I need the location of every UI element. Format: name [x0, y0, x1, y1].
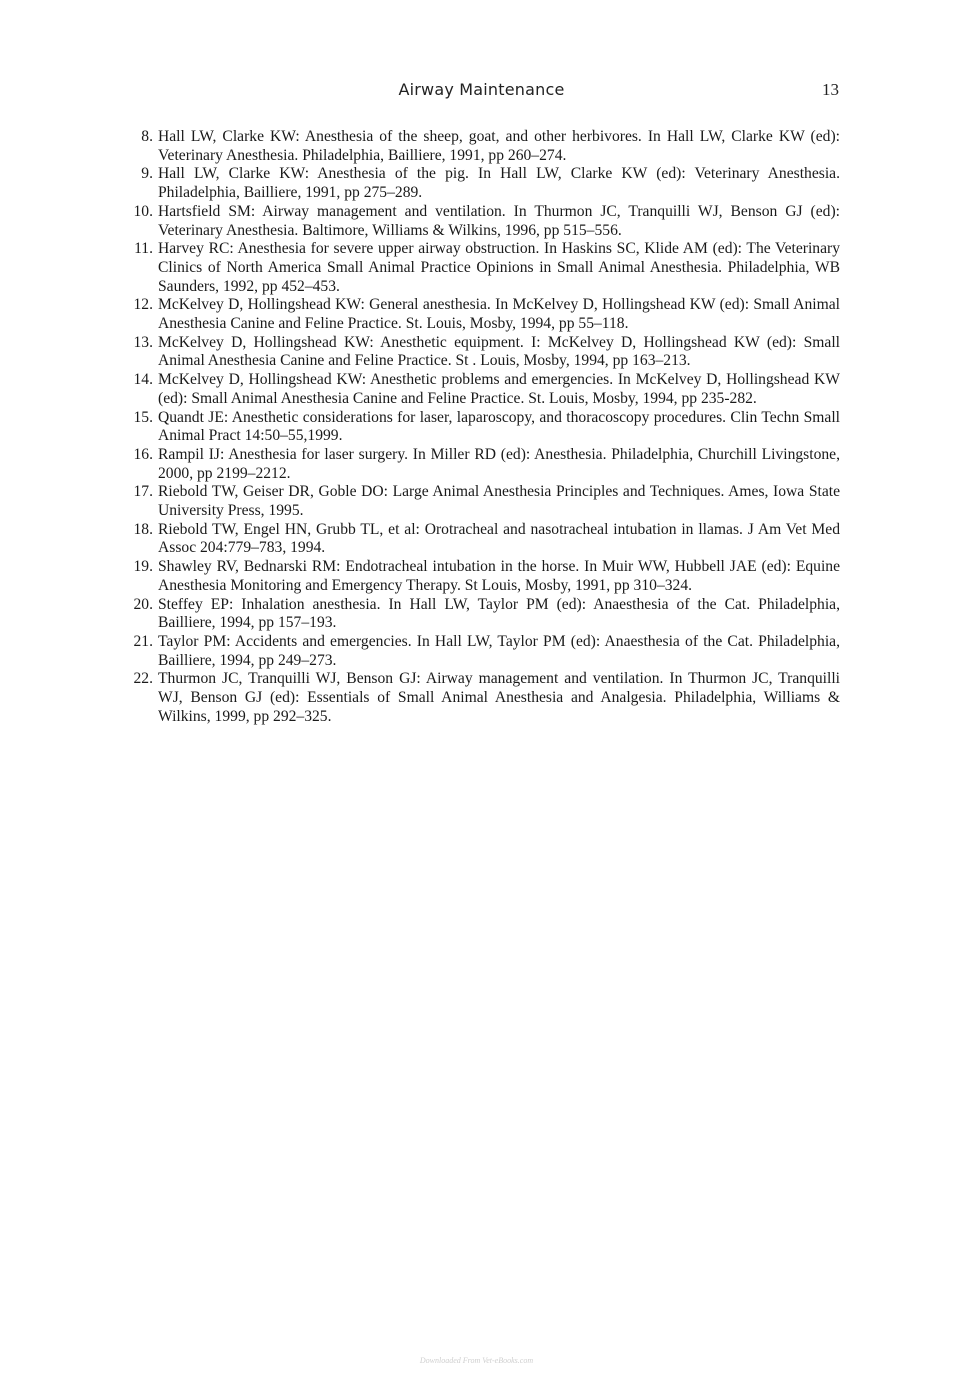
- reference-text: Hall LW, Clarke KW: Anesthesia of the sheep, goat, and other herbivores. In Hall LW, Clarke KW (ed): Veterinary Anesthesia. Philadelphia, Bailliere, 1991, pp 260–274.: [158, 128, 840, 164]
- reference-item: [126, 203, 840, 240]
- reference-text: Taylor PM: Accidents and emergencies. In Hall LW, Taylor PM (ed): Anaesthesia of the Cat. Philadelphia, Bailliere, 1994, pp 249–273.: [158, 632, 840, 669]
- reference-item: [126, 558, 840, 595]
- reference-item: [126, 670, 840, 726]
- reference-text: McKelvey D, Hollingshead KW: General anesthesia. In McKelvey D, Hollingshead KW (ed): Small Animal Anesthesia Canine and Feline Practice. St. Louis, Mosby, 1994, pp 55–118.: [158, 296, 840, 333]
- reference-number: 9.: [141, 165, 153, 183]
- reference-number: 10.: [133, 202, 153, 220]
- reference-number: 14.: [133, 371, 153, 389]
- reference-item: [126, 483, 840, 520]
- page-header: [0, 80, 953, 104]
- reference-text: Harvey RC: Anesthesia for severe upper airway obstruction. In Haskins SC, Klide AM (ed): The Veterinary Clinics of North America Small Animal Practice Opinions in Small Animal Anesthesia. Philadelphia, WB Saunders, 1992, pp 452–453.: [158, 240, 840, 295]
- reference-number: 18.: [133, 520, 153, 538]
- reference-number: 8.: [141, 128, 153, 145]
- reference-number: 19.: [133, 558, 153, 576]
- reference-number: 17.: [133, 483, 153, 501]
- reference-item: [126, 521, 840, 558]
- reference-number: 16.: [133, 445, 153, 463]
- reference-text: Steffey EP: Inhalation anesthesia. In Hall LW, Taylor PM (ed): Anaesthesia of the Cat. Philadelphia, Bailliere, 1994, pp 157–193.: [158, 595, 840, 632]
- reference-item: [126, 165, 840, 202]
- reference-text: Riebold TW, Geiser DR, Goble DO: Large Animal Anesthesia Principles and Techniques. Ames, Iowa State University Press, 1995.: [158, 483, 840, 520]
- reference-number: 15.: [133, 408, 153, 426]
- reference-number: 21.: [133, 632, 153, 650]
- reference-number: 12.: [133, 296, 153, 314]
- reference-number: 22.: [133, 670, 153, 688]
- reference-item: [126, 371, 840, 408]
- reference-text: Rampil IJ: Anesthesia for laser surgery. In Miller RD (ed): Anesthesia. Philadelphia, Churchill Livingstone, 2000, pp 2199–2212.: [158, 445, 840, 482]
- reference-item: [126, 240, 840, 296]
- reference-text: Shawley RV, Bednarski RM: Endotracheal intubation in the horse. In Muir WW, Hubbell JAE (ed): Equine Anesthesia Monitoring and Emergency Therapy. St Louis, Mosby, 1991, pp 310–324.: [158, 558, 840, 594]
- page-number: 13: [822, 80, 839, 99]
- running-title: Airway Maintenance: [398, 80, 565, 99]
- reference-number: 20.: [133, 595, 153, 613]
- reference-item: [126, 596, 840, 633]
- reference-text: Hartsfield SM: Airway management and ventilation. In Thurmon JC, Tranquilli WJ, Benson GJ (ed): Veterinary Anesthesia. Baltimore, Williams & Wilkins, 1996, pp 515–556.: [158, 202, 840, 239]
- reference-item: [126, 128, 840, 165]
- reference-item: [126, 446, 840, 483]
- reference-number: 13.: [133, 333, 153, 351]
- reference-number: 11.: [134, 240, 153, 258]
- reference-text: Riebold TW, Engel HN, Grubb TL, et al: Orotracheal and nasotracheal intubation in llamas. J Am Vet Med Assoc 204:779–783, 1994.: [158, 520, 840, 557]
- reference-text: Thurmon JC, Tranquilli WJ, Benson GJ: Airway management and ventilation. In Thurmon JC, Tranquilli WJ, Benson GJ (ed): Essentials of Small Animal Anesthesia and Analgesia. Philadelphia, Williams & Wilkins, 1999, pp 292–325.: [158, 670, 840, 725]
- reference-text: McKelvey D, Hollingshead KW: Anesthetic problems and emergencies. In McKelvey D, Hollingshead KW (ed): Small Animal Anesthesia Canine and Feline Practice. St. Louis, Mosby, 1994, pp 235-282.: [158, 371, 840, 407]
- download-watermark: Downloaded From Vet-eBooks.com: [419, 1356, 534, 1365]
- reference-text: McKelvey D, Hollingshead KW: Anesthetic equipment. I: McKelvey D, Hollingshead KW (ed): Small Animal Anesthesia Canine and Feline Practice. St . Louis, Mosby, 1994, pp 163–213.: [158, 333, 840, 370]
- reference-item: [126, 296, 840, 333]
- reference-item: [126, 633, 840, 670]
- reference-text: Quandt JE: Anesthetic considerations for laser, laparoscopy, and thoracoscopy procedures. Clin Techn Small Animal Pract 14:50–55,1999.: [158, 408, 840, 445]
- reference-item: [126, 334, 840, 371]
- reference-list: [126, 128, 840, 727]
- reference-text: Hall LW, Clarke KW: Anesthesia of the pig. In Hall LW, Clarke KW (ed): Veterinary Anesthesia. Philadelphia, Bailliere, 1991, pp 275–289.: [158, 165, 840, 202]
- reference-item: [126, 409, 840, 446]
